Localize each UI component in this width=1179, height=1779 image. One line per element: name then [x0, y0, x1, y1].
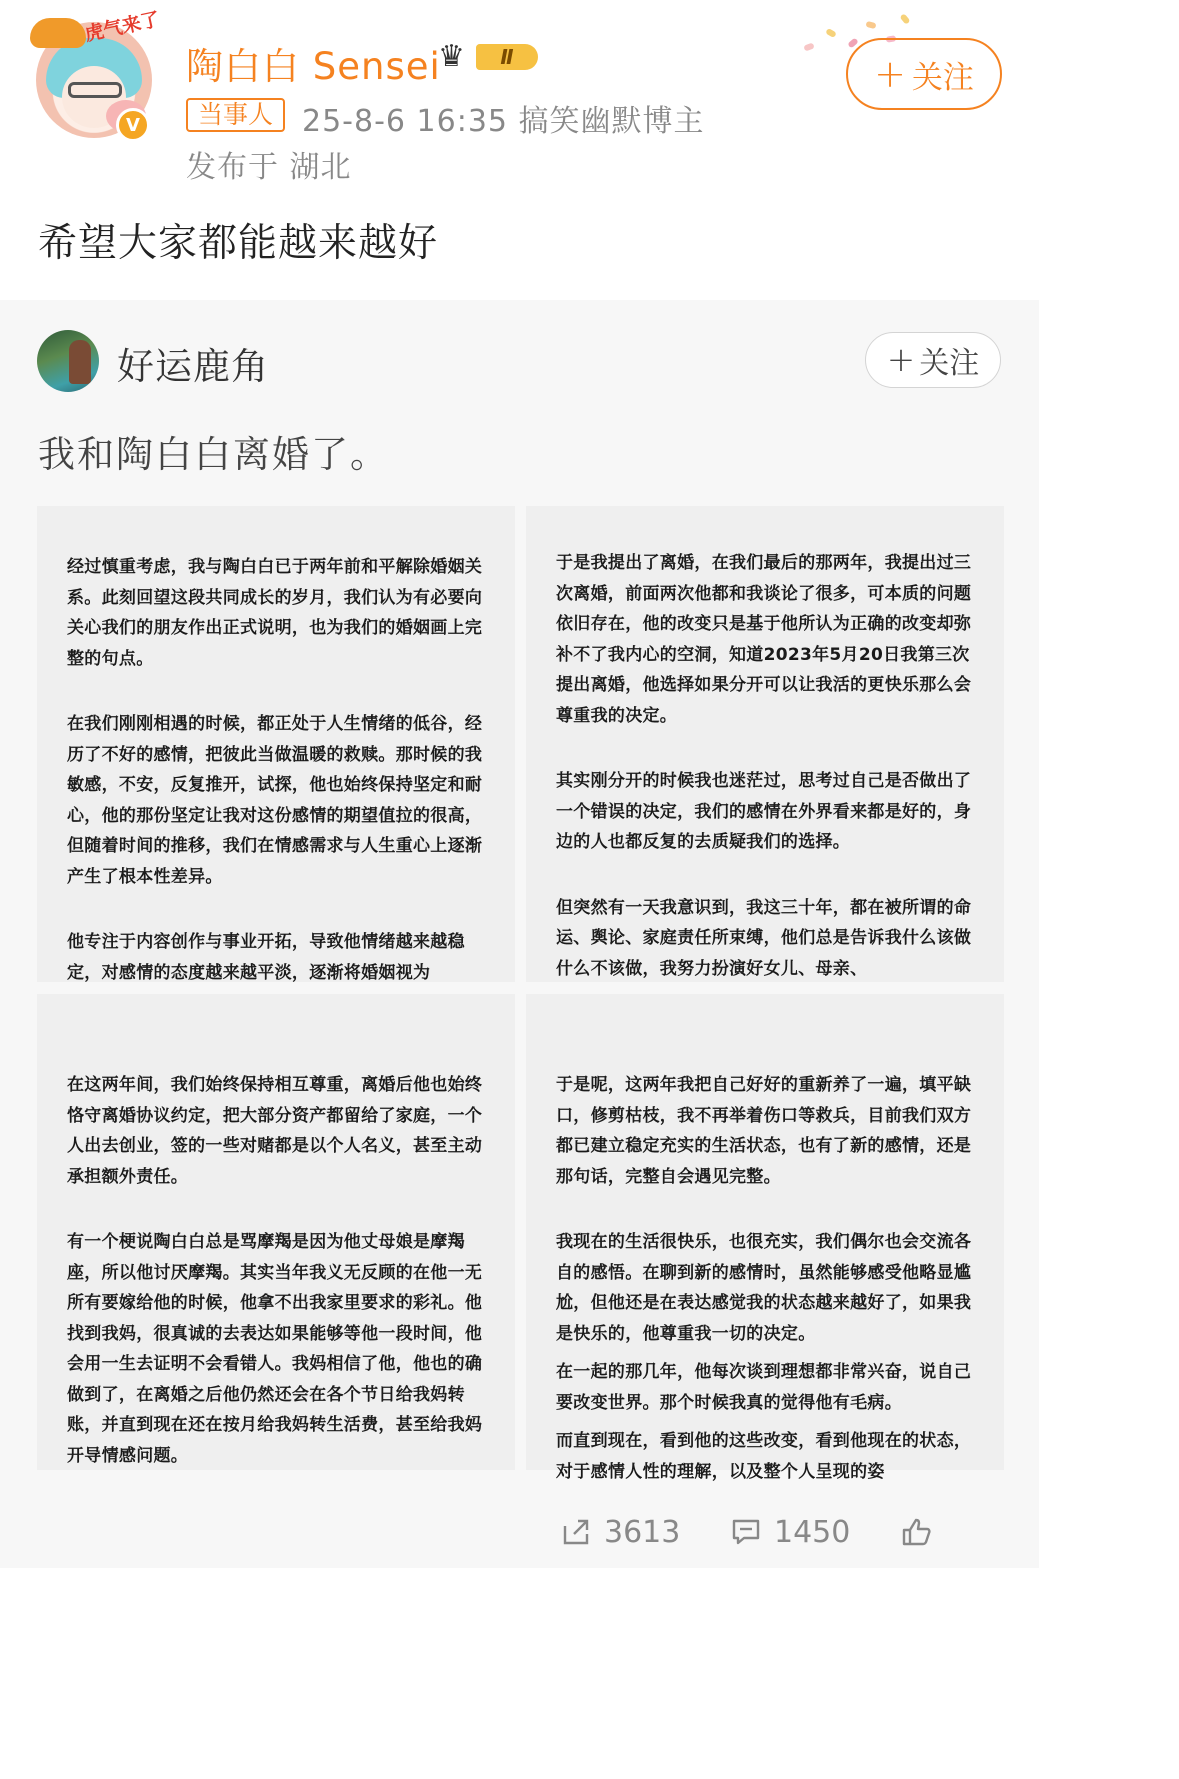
post-header [0, 0, 1039, 300]
image-panel-4[interactable] [526, 994, 1004, 1482]
follow-button[interactable] [846, 38, 1002, 110]
repost-text: 我和陶白白离婚了。 [38, 433, 389, 476]
crown-icon: ♛ [438, 39, 465, 74]
avatar-pendant [30, 8, 162, 48]
panel-paragraph: 在一起的那几年，他每次谈到理想都非常兴奋，说自己要改变世界。那个时候我真的觉得他有毛病。 [556, 1362, 972, 1413]
share-icon [560, 1516, 592, 1548]
member-level-number: Ⅱ [476, 44, 538, 70]
panel-paragraph: 于是呢，这两年我把自己好好的重新养了一遍，填平缺口，修剪枯枝，我不再举着伤口等救兵，目前我们双方都已建立稳定充实的生活状态，也有了新的感情，还是那句话，完整自会遇见完整。 [556, 1075, 972, 1187]
plus-icon: + [874, 52, 906, 96]
member-level-badge[interactable] [438, 40, 542, 74]
verified-badge-icon: V [116, 108, 150, 142]
plus-icon: + [886, 340, 916, 380]
panel-paragraph: 有一个梗说陶白白总是骂摩羯是因为他丈母娘是摩羯座，所以他讨厌摩羯。其实当年我义无反顾的在他一无所有要嫁给他的时候，他拿不出我家里要求的彩礼。他找到我妈，很真诚的去表达如果能够等他一段时间，他会用一生去证明不会看错人。我妈相信了他，他也的确做到了，在离婚之后他仍然还会在各个节日给我妈转账，并直到现在还在按月给我妈转生活费，甚至给我妈开导情感问题。 [67, 1232, 483, 1466]
repost-card[interactable] [0, 300, 1039, 1568]
repost-follow-button[interactable] [865, 332, 1001, 388]
repost-user-avatar[interactable] [37, 330, 99, 392]
panel-paragraph: 其实刚分开的时候我也迷茫过，思考过自己是否做出了一个错误的决定，我们的感情在外界看来都是好的，身边的人也都反复的去质疑我们的选择。 [556, 771, 972, 852]
share-button[interactable] [560, 1512, 680, 1552]
repost-username[interactable]: 好运鹿角 [117, 345, 269, 388]
panel-paragraph: 他专注于内容创作与事业开拓，导致他情绪越来越稳定，对感情的态度越来越平淡，逐渐将婚姻视为 [67, 932, 465, 983]
party-tag: 当事人 [186, 98, 285, 132]
post-text: 希望大家都能越来越好 [38, 221, 439, 266]
panel-paragraph: 在这两年间，我们始终保持相互尊重，离婚后他也始终恪守离婚协议约定，把大部分资产都留给了家庭，一个人出去创业，签的一些对赌都是以个人名义，甚至主动承担额外责任。 [67, 1075, 483, 1187]
comment-button[interactable] [730, 1512, 850, 1552]
action-bar [0, 1500, 1039, 1568]
image-panel-1[interactable] [37, 506, 515, 982]
avatar-person [69, 340, 91, 384]
image-panel-2[interactable] [526, 506, 1004, 982]
post-location: 发布于 湖北 [186, 150, 352, 185]
avatar-glasses [68, 82, 122, 98]
comment-icon [730, 1516, 762, 1548]
share-count: 3613 [604, 1514, 681, 1550]
post-timestamp-source: 25-8-6 16:35 搞笑幽默博主 [302, 104, 705, 139]
panel-paragraph: 于是我提出了离婚，在我们最后的那两年，我提出过三次离婚，前面两次他都和我谈论了很多，可本质的问题依旧存在，他的改变只是基于他所认为正确的改变却弥补不了我内心的空洞，知道2023年5月20日我第三次提出离婚，他选择如果分开可以让我活的更快乐那么会尊重我的决定。 [556, 553, 972, 726]
comment-count: 1450 [774, 1514, 851, 1550]
tiger-paw-icon [30, 18, 86, 48]
panel-paragraph: 经过慎重考虑，我与陶白白已于两年前和平解除婚姻关系。此刻回望这段共同成长的岁月，我们认为有必要向关心我们的朋友作出正式说明，也为我们的婚姻画上完整的句点。 [67, 557, 483, 669]
panel-paragraph: 但突然有一天我意识到，我这三十年，都在被所谓的命运、舆论、家庭责任所束缚，他们总是告诉我什么该做什么不该做，我努力扮演好女儿、母亲、 [556, 897, 972, 979]
avatar-pendant-text: 虎气来了 [82, 8, 162, 46]
panel-paragraph: 在我们刚刚相遇的时候，都正处于人生情绪的低谷，经历了不好的感情，把彼此当做温暖的救赎。那时候的我敏感，不安，反复推开，试探，他也始终保持坚定和耐心，他的那份坚定让我对这份感情的期望值拉的很高，但随着时间的推移，我们在情感需求与人生重心上逐渐产生了根本性差异。 [67, 714, 483, 887]
thumbs-up-icon [900, 1516, 932, 1548]
follow-button-label: 关注 [911, 59, 974, 96]
image-panel-3[interactable] [37, 994, 515, 1470]
like-button[interactable] [900, 1512, 944, 1552]
repost-follow-label: 关注 [919, 346, 980, 381]
post-username[interactable]: 陶白白 Sensei [186, 45, 441, 88]
panel-paragraph: 而直到现在，看到他的这些改变，看到他现在的状态，对于感情人性的理解，以及整个人呈现的姿 [556, 1431, 972, 1482]
panel-paragraph: 我现在的生活很快乐，也很充实，我们偶尔也会交流各自的感悟。在聊到新的感情时，虽然能够感受他略显尴尬，但他还是在表达感觉我的状态越来越好了，如果我是快乐的，他尊重我一切的决定。 [556, 1232, 972, 1344]
